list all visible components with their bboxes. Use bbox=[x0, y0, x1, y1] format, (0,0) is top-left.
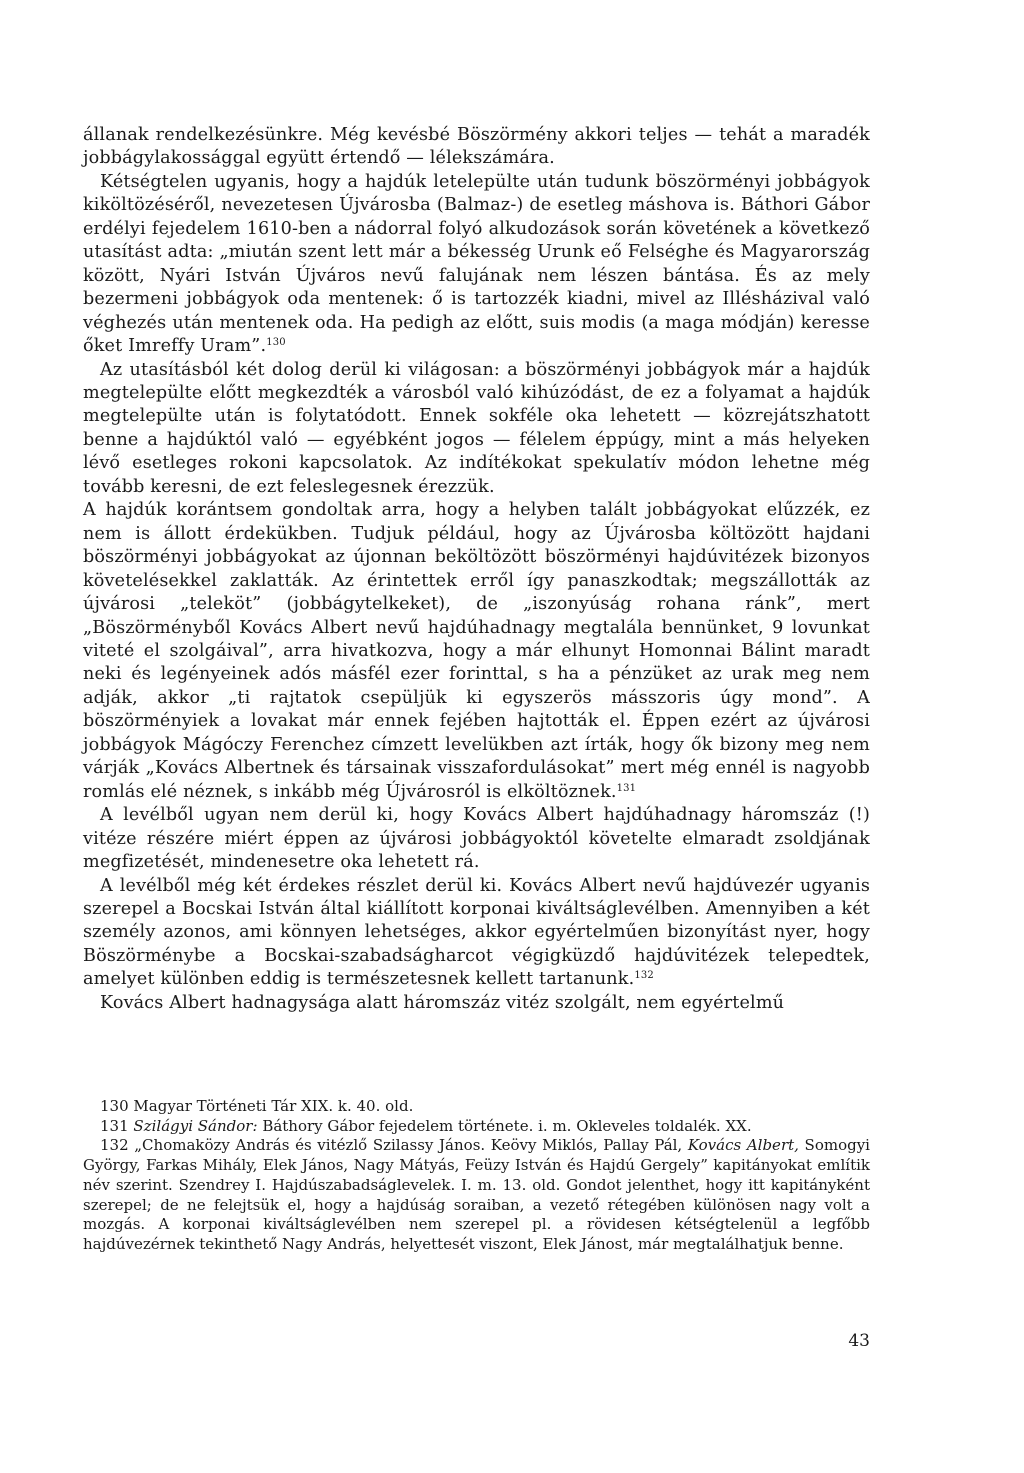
footnote-ref: 131 bbox=[616, 782, 637, 794]
footnotes bbox=[83, 1097, 870, 1255]
page-number: 43 bbox=[848, 1331, 870, 1351]
paragraph: A levélből ugyan nem derül ki, hogy Kovács Albert hajdúhadnagy háromszáz (!) vitéze részére miért éppen az újvárosi jobbágyoktól követelte elmaradt zsoldjának megfizetését, mindenesetre oka lehetett rá. bbox=[83, 805, 870, 873]
paragraph: A hajdúk korántsem gondoltak arra, hogy a helyben talált jobbágyokat elűzzék, ez nem is állott érdekükben. Tudjuk például, hogy az Újvárosba költözött hajdani böszörményi jobbágyokat az újonnan beköltözött böszörményi hajdúvitézek bizonyos követelésekkel zaklatták. Az érintettek erről így panaszkodtak; megszállották az újvárosi „teleköt” (jobbágytelkeket), de „iszonyúság rohana ránk”, mert „Böszörményből Kovács Albert nevű hajdúhadnagy megtalála bennünket, 9 lovunkat viteté el szolgáival”, arra hivatkozva, hogy a már elhunyt Homonnai Bálint maradt neki és legényeinek adós másfél ezer forinttal, s ha a pénzüket az urak meg nem adják, akkor „ti rajtatok csepüljük ki egyszerös másszoris úgy mond”. A böszörményiek a lovakat már ennek fejében hajtották el. Éppen ezért az újvárosi jobbágyok Mágóczy Ferenchez címzett levelükben azt írták, hogy ők bizony meg nem várják „Kovács Albertnek és társainak visszafordulásokat” mert még ennél is nagyobb romlás elé néznek, s inkább még Újvárosról is elköltöznek. bbox=[83, 500, 870, 802]
paragraph: Kétségtelen ugyanis, hogy a hajdúk letelepülte után tudunk böszörményi jobbágyok kiköltözéséről, nevezetesen Újvárosba (Balmaz-) de esetleg máshova is. Báthori Gábor erdélyi fejedelem 1610-ben a nádorral folyó alkudozások során követének a következő utasítást adta: „miután szent lett már a békesség Urunk eő Felséghe és Magyarország között, Nyári István Újváros nevű falujának nem lészen bántása. És az mely bezermeni jobbágyok oda mentenek: ő is tartozzék kiadni, mivel az Illésházival való véghezés után mentenek oda. Ha pedigh az előtt, suis modis (a maga módján) keresse őket Imreffy Uram”.$^{130}$ bbox=[83, 171, 870, 357]
footnote-132: 132 „Chomaközy András és vitézlő Szilassy János. Keövy Miklós, Pallay Pál, Kovács Albert, Somogyi György, Farkas Mihály, Elek János, Nagy Mátyás, Feüzy István és Hajdú Gergely” kapitányokat említik név szerint. Szendrey I. Hajdúszabadságlevelek. I. m. 13. old. Gondot jelenthet, hogy itt kapitányként szerepel; de ne felejtsük el, hogy a hajdúság soraiban, a vezető rétegében különösen nagy volt a mozgás. A korponai kiváltságlevélben nem szerepel pl. a rövidesen kétségtelenül a legfőbb hajdúvezérnek tekinthető Nagy András, helyettesét viszont, Elek Jánost, már megtalálhatjuk benne. bbox=[83, 1136, 870, 1253]
footnote-ref: 130 bbox=[266, 337, 286, 349]
footnote-ref: 132 bbox=[634, 970, 654, 982]
footnote-131: 131 Szilágyi Sándor: Báthory Gábor fejedelem története. i. m. Okleveles toldalék. XX. bbox=[100, 1116, 752, 1135]
paragraph: Kovács Albert hadnagysága alatt háromszáz vitéz szolgált, nem egyértelmű bbox=[100, 992, 785, 1013]
paragraph: A levélből még két érdekes részlet derül ki. Kovács Albert nevű hajdúvezér ugyanis szerepel a Bocskai István által kiállított korponai kiváltságlevélben. Amennyiben a két személy azonos, ami könnyen lehetséges, akkor egyértelműen bizonyítást nyer, hogy Böszörménybe a Bocskai-szabadságharcot végigküzdő hajdúvitézek telepedtek, amelyet különben eddig is természetesnek kellett tartanunk.$^{132}$ bbox=[83, 875, 870, 990]
footnote-author: Szilágyi Sándor: bbox=[133, 1116, 258, 1135]
footnote-130: 130 Magyar Történeti Tár XIX. k. 40. old. bbox=[100, 1097, 414, 1115]
body-text bbox=[83, 124, 870, 1015]
paragraph: állanak rendelkezésünkre. Még kevésbé Böszörmény akkori teljes — tehát a maradék jobbágylakossággal együtt értendő — lélekszámára. bbox=[83, 125, 870, 169]
paragraph: Az utasításból két dolog derül ki világosan: a böszörményi jobbágyok már a hajdúk megtelepülte előtt megkezdték a városból való kihúzódást, de ez a folyamat a hajdúk megtelepülte után is folytatódott. Ennek sokféle oka lehetett — közrejátszhatott benne a hajdúktól való — egyébként jogos — félelem éppúgy, mint a más helyeken lévő esetleges rokoni kapcsolatok. Az indítékokat spekulatív módon lehetne még tovább keresni, de ezt feleslegesnek érezzük. bbox=[83, 359, 870, 497]
